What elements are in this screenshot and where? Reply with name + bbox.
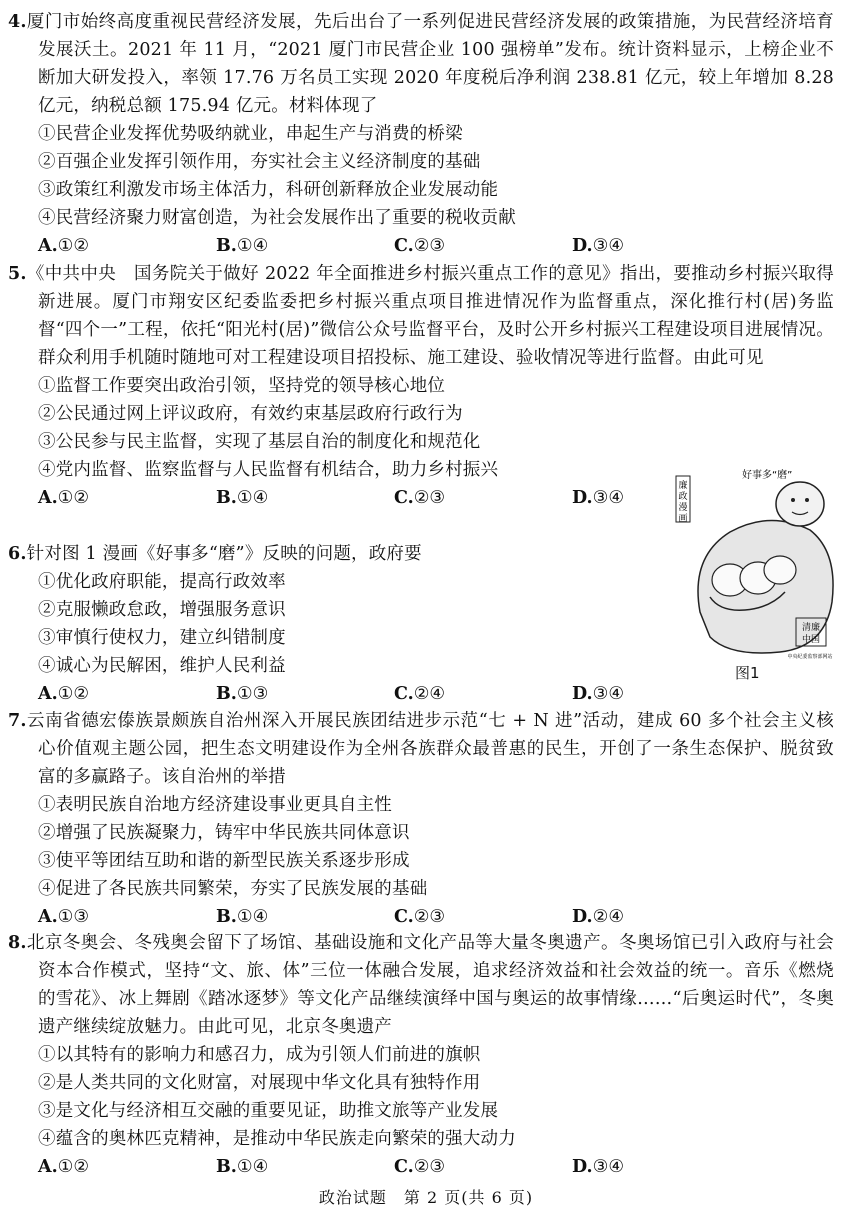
cartoon-figure bbox=[660, 462, 840, 687]
option-3: ③公民参与民主监督，实现了基层自治的制度化和规范化 bbox=[38, 432, 481, 452]
question-stem bbox=[0, 260, 852, 372]
question-7 bbox=[0, 707, 852, 931]
choice-a[interactable]: A.①② bbox=[38, 236, 90, 256]
question-stem bbox=[0, 8, 852, 120]
choice-a[interactable]: A.①③ bbox=[38, 907, 90, 927]
option-3: ③是文化与经济相互交融的重要见证，助推文旅等产业发展 bbox=[38, 1101, 499, 1121]
side-label-3: 漫 bbox=[678, 503, 688, 513]
question-text: 针对图 1 漫画《好事多“磨”》反映的问题，政府要 bbox=[26, 544, 422, 564]
option-3: ③审慎行使权力，建立纠错制度 bbox=[38, 628, 286, 648]
choice-b[interactable]: B.①④ bbox=[216, 1157, 269, 1177]
question-number: 8. bbox=[8, 933, 27, 953]
choice-d[interactable]: D.③④ bbox=[572, 1157, 625, 1177]
answer-choices bbox=[0, 232, 852, 260]
choice-b[interactable]: B.①④ bbox=[216, 488, 269, 508]
question-8 bbox=[0, 929, 852, 1181]
cartoon-title: 好事多“磨” bbox=[742, 470, 793, 481]
question-stem bbox=[0, 707, 852, 791]
side-label-1: 廉 bbox=[678, 481, 688, 491]
option-3: ③使平等团结互助和谐的新型民族关系逐步形成 bbox=[38, 851, 410, 871]
option-1: ①表明民族自治地方经济建设事业更具自主性 bbox=[38, 795, 392, 815]
question-text: 云南省德宏傣族景颇族自治州深入开展民族团结进步示范“七 + N 进”活动，建成 60 多个社会主义核心价值观主题公园，把生态文明建设作为全州各族群众最普惠的民生，开创了一条生态保护、脱贫致富的多赢路子。该自治州的举措 bbox=[26, 711, 834, 787]
choice-d[interactable]: D.③④ bbox=[572, 684, 625, 704]
stamp-line-1: 清廉 bbox=[801, 623, 821, 633]
choice-d[interactable]: D.③④ bbox=[572, 236, 625, 256]
side-label-2: 政 bbox=[678, 492, 688, 502]
question-text: 《中共中央 国务院关于做好 2022 年全面推进乡村振兴重点工作的意见》指出，要推动乡村振兴取得新进展。厦门市翔安区纪委监委把乡村振兴重点项目推进情况作为监督重点，深化推行村(居)务监督“四个一”工程，依托“阳光村(居)”微信公众号监督平台，及时公开乡村振兴工程建设项目进展情况。群众利用手机随时随地可对工程建设项目招投标、施工建设、验收情况等进行监督。由此可见 bbox=[26, 264, 834, 368]
choice-c[interactable]: C.②③ bbox=[394, 236, 446, 256]
option-4: ④党内监督、监察监督与人民监督有机结合，助力乡村振兴 bbox=[38, 460, 499, 480]
choice-b[interactable]: B.①③ bbox=[216, 684, 269, 704]
choice-d[interactable]: D.③④ bbox=[572, 488, 625, 508]
cartoon-illustration bbox=[660, 462, 840, 662]
option-2: ②公民通过网上评议政府，有效约束基层政府行政行为 bbox=[38, 404, 463, 424]
choice-b[interactable]: B.①④ bbox=[216, 236, 269, 256]
question-number: 6. bbox=[8, 544, 27, 564]
option-2: ②百强企业发挥引领作用，夯实社会主义经济制度的基础 bbox=[38, 152, 481, 172]
answer-choices bbox=[0, 903, 852, 931]
figure-caption: 图1 bbox=[735, 664, 760, 682]
question-stem bbox=[0, 929, 852, 1041]
choice-a[interactable]: A.①② bbox=[38, 488, 90, 508]
question-stem bbox=[0, 540, 678, 568]
option-1: ①以其特有的影响力和感召力，成为引领人们前进的旗帜 bbox=[38, 1045, 481, 1065]
option-4: ④促进了各民族共同繁荣，夯实了民族发展的基础 bbox=[38, 879, 428, 899]
question-number: 7. bbox=[8, 711, 27, 731]
side-label-4: 画 bbox=[678, 514, 688, 524]
question-4 bbox=[0, 8, 852, 260]
question-number: 4. bbox=[8, 12, 27, 32]
choice-c[interactable]: C.②④ bbox=[394, 684, 446, 704]
answer-choices bbox=[0, 1153, 852, 1181]
option-1: ①优化政府职能，提高行政效率 bbox=[38, 572, 286, 592]
cartoon-credit: 中央纪委监察部网站 bbox=[787, 654, 833, 660]
option-4: ④诚心为民解困，维护人民利益 bbox=[38, 656, 286, 676]
option-1: ①民营企业发挥优势吸纳就业，串起生产与消费的桥梁 bbox=[38, 124, 463, 144]
choice-d[interactable]: D.②④ bbox=[572, 907, 625, 927]
option-2: ②是人类共同的文化财富，对展现中华文化具有独特作用 bbox=[38, 1073, 481, 1093]
choice-b[interactable]: B.①④ bbox=[216, 907, 269, 927]
choice-c[interactable]: C.②③ bbox=[394, 907, 446, 927]
option-4: ④蕴含的奥林匹克精神，是推动中华民族走向繁荣的强大动力 bbox=[38, 1129, 516, 1149]
choice-c[interactable]: C.②③ bbox=[394, 488, 446, 508]
question-number: 5. bbox=[8, 264, 27, 284]
option-1: ①监督工作要突出政治引领，坚持党的领导核心地位 bbox=[38, 376, 446, 396]
stamp-line-2: 中国 bbox=[801, 635, 821, 645]
option-3: ③政策红利激发市场主体活力，科研创新释放企业发展动能 bbox=[38, 180, 499, 200]
question-text: 厦门市始终高度重视民营经济发展，先后出台了一系列促进民营经济发展的政策措施，为民营经济培育发展沃土。2021 年 11 月，“2021 厦门市民营企业 100 强榜单”发布。统计资料显示，上榜企业不断加大研发投入，率领 17.76 万名员工实现 2020 年度税后净利润 238.81 亿元，较上年增加 8.28 亿元，纳税总额 175.94 亿元。材料体现了 bbox=[26, 12, 834, 116]
choice-a[interactable]: A.①② bbox=[38, 1157, 90, 1177]
option-2: ②克服懒政怠政，增强服务意识 bbox=[38, 600, 286, 620]
page-footer: 政治试题 第 2 页(共 6 页) bbox=[318, 1188, 534, 1207]
option-4: ④民营经济聚力财富创造，为社会发展作出了重要的税收贡献 bbox=[38, 208, 516, 228]
question-text: 北京冬奥会、冬残奥会留下了场馆、基础设施和文化产品等大量冬奥遗产。冬奥场馆已引入政府与社会资本合作模式，坚持“文、旅、体”三位一体融合发展，追求经济效益和社会效益的统一。音乐《燃烧的雪花》、冰上舞剧《踏冰逐梦》等文化产品继续演绎中国与奥运的故事情缘……“后奥运时代”，冬奥遗产继续绽放魅力。由此可见，北京冬奥遗产 bbox=[26, 933, 834, 1037]
choice-c[interactable]: C.②③ bbox=[394, 1157, 446, 1177]
choice-a[interactable]: A.①② bbox=[38, 684, 90, 704]
option-2: ②增强了民族凝聚力，铸牢中华民族共同体意识 bbox=[38, 823, 410, 843]
